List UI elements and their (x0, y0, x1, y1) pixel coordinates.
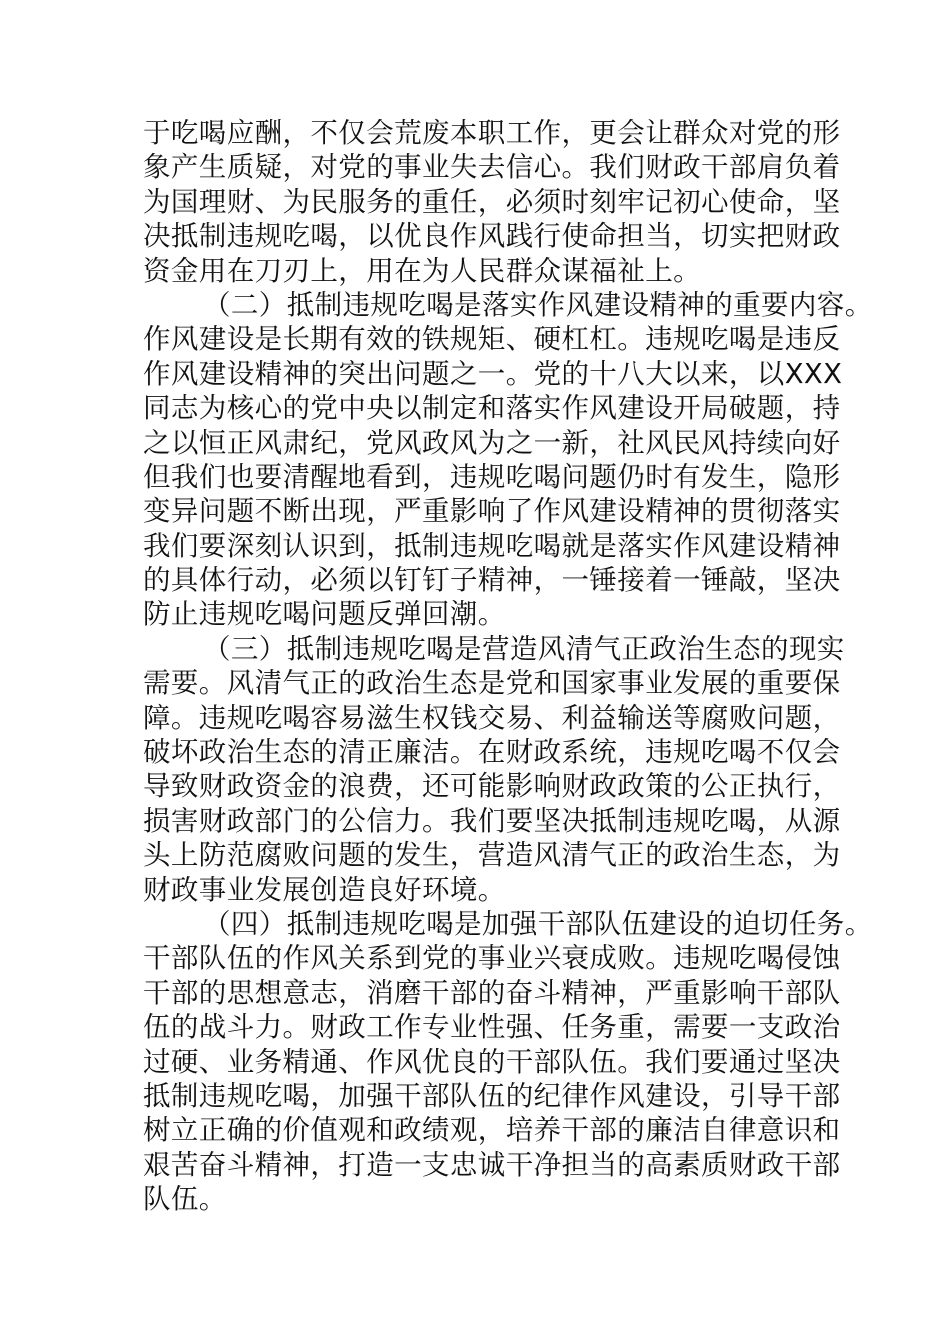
text-line: 作风建设精神的突出问题之一。党的十八大以来，以XXX (143, 357, 843, 390)
text-line: 抵制违规吃喝，加强干部队伍的纪律作风建设，引导干部 (143, 1079, 841, 1112)
text-line: 需要。风清气正的政治生态是党和国家事业发展的重要保 (143, 667, 841, 700)
text-line: 树立正确的价值观和政绩观，培养干部的廉洁自律意识和 (143, 1114, 841, 1147)
document-body (143, 116, 873, 1217)
text-line: 同志为核心的党中央以制定和落实作风建设开局破题，持 (143, 392, 841, 425)
text-line: 干部的思想意志，消磨干部的奋斗精神，严重影响干部队 (143, 976, 841, 1009)
text-line: 但我们也要清醒地看到，违规吃喝问题仍时有发生，隐形 (143, 460, 841, 493)
text-line: 障。违规吃喝容易滋生权钱交易、利益输送等腐败问题， (143, 701, 841, 734)
text-line: 艰苦奋斗精神，打造一支忠诚干净担当的高素质财政干部 (143, 1148, 841, 1181)
paragraph-heading-line: （四）抵制违规吃喝是加强干部队伍建设的迫切任务。 (203, 907, 873, 940)
text-line: 损害财政部门的公信力。我们要坚决抵制违规吃喝，从源 (143, 804, 841, 837)
text-line: 决抵制违规吃喝，以优良作风践行使命担当，切实把财政 (143, 220, 841, 253)
paragraph-heading-line: （三）抵制违规吃喝是营造风清气正政治生态的现实 (203, 632, 845, 665)
text-line: 资金用在刀刃上，用在为人民群众谋福祉上。 (143, 254, 701, 287)
text-line: 于吃喝应酬，不仅会荒废本职工作，更会让群众对党的形 (143, 117, 841, 149)
text-line: 我们要深刻认识到，抵制违规吃喝就是落实作风建设精神 (143, 529, 841, 562)
text-line: 导致财政资金的浪费，还可能影响财政政策的公正执行， (143, 770, 841, 803)
text-line: 头上防范腐败问题的发生，营造风清气正的政治生态，为 (143, 839, 841, 872)
text-line: 过硬、业务精通、作风优良的干部队伍。我们要通过坚决 (143, 1045, 841, 1078)
text-line: 干部队伍的作风关系到党的事业兴衰成败。违规吃喝侵蚀 (143, 942, 841, 975)
text-line: 作风建设是长期有效的铁规矩、硬杠杠。违规吃喝是违反 (143, 323, 841, 356)
text-line: 破坏政治生态的清正廉洁。在财政系统，违规吃喝不仅会 (143, 736, 841, 769)
text-line: 之以恒正风肃纪，党风政风为之一新，社风民风持续向好 (143, 426, 841, 459)
text-line: 伍的战斗力。财政工作专业性强、任务重，需要一支政治 (143, 1011, 841, 1044)
paragraph-heading-line: （二）抵制违规吃喝是落实作风建设精神的重要内容。 (203, 288, 873, 321)
text-line: 的具体行动，必须以钉钉子精神，一锤接着一锤敲，坚决 (143, 564, 841, 597)
text-line: 变异问题不断出现，严重影响了作风建设精神的贯彻落实 (143, 495, 841, 528)
text-line: 财政事业发展创造良好环境。 (143, 873, 506, 906)
text-line: 象产生质疑，对党的事业失去信心。我们财政干部肩负着 (143, 151, 841, 184)
text-line: 队伍。 (143, 1183, 227, 1216)
text-line: 为国理财、为民服务的重任，必须时刻牢记初心使命，坚 (143, 185, 841, 218)
text-line: 防止违规吃喝问题反弹回潮。 (143, 598, 506, 631)
